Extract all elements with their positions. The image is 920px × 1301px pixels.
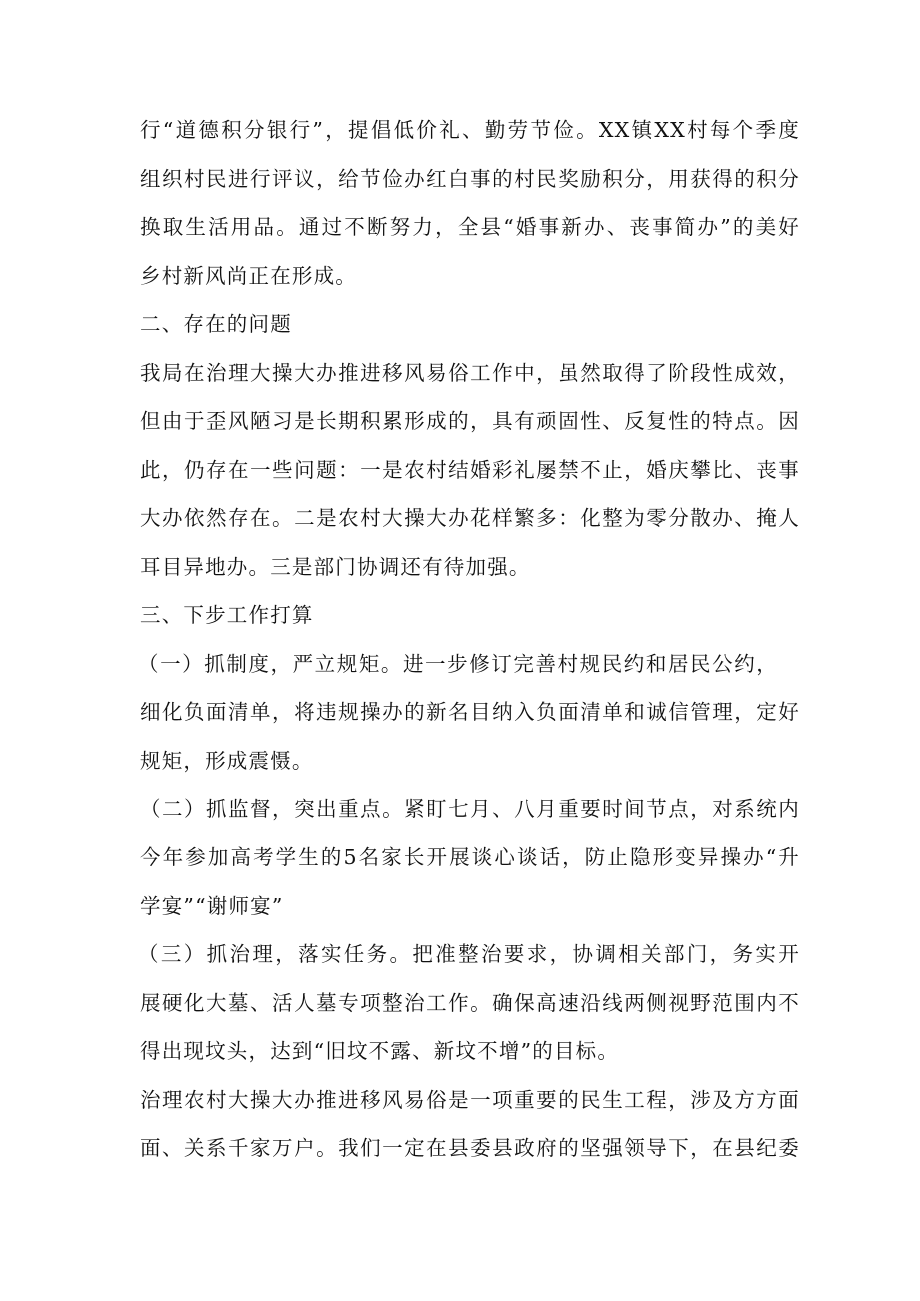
text-line: （三）抓治理，落实任务。把准整治要求，协调相关部门，务实开 [138,942,800,966]
text-line: 学宴”“谢师宴” [140,894,284,918]
text-line: 今年参加高考学生的5名家长开展谈心谈话，防止隐形变异操办“升 [140,845,800,869]
text-line: 治理农村大操大办推进移风易俗是一项重要的民生工程，涉及方方面 [140,1088,800,1112]
text-line: 我局在治理大操大办推进移风易俗工作中，虽然取得了阶段性成效， [140,361,800,385]
text-line: 细化负面清单，将违规操办的新名目纳入负面清单和诚信管理，定好 [140,700,800,724]
text-line: 耳目异地办。三是部门协调还有待加强。 [140,555,531,579]
text-line: （一）抓制度，严立规矩。进一步修订完善村规民约和居民公约， [138,652,778,676]
text-line: 行“道德积分银行”，提倡低价礼、勤劳节俭。XX镇XX村每个季度 [140,118,800,142]
text-line: 换取生活用品。通过不断努力，全县“婚事新办、丧事简办”的美好 [140,215,800,239]
text-line: （二）抓监督，突出重点。紧盯七月、八月重要时间节点，对系统内 [140,797,800,821]
text-line: 规矩，形成震慑。 [140,749,314,773]
text-line: 得出现坟头，达到“旧坟不露、新坟不增”的目标。 [140,1039,620,1063]
text-line: 面、关系千家万户。我们一定在县委县政府的坚强领导下，在县纪委 [140,1136,800,1160]
text-line: 此，仍存在一些问题：一是农村结婚彩礼屡禁不止，婚庆攀比、丧事 [140,458,800,482]
text-line: 乡村新风尚正在形成。 [140,264,357,288]
section-heading: 二、存在的问题 [140,312,292,336]
text-line: 大办依然存在。二是农村大操大办花样繁多：化整为零分散办、掩人 [140,506,800,530]
text-line: 展硬化大墓、活人墓专项整治工作。确保高速沿线两侧视野范围内不 [140,991,800,1015]
text-line: 组织村民进行评议，给节俭办红白事的村民奖励积分，用获得的积分 [140,167,800,191]
text-line: 但由于歪风陋习是长期积累形成的，具有顽固性、反复性的特点。因 [140,409,800,433]
section-heading: 三、下步工作打算 [140,603,314,627]
